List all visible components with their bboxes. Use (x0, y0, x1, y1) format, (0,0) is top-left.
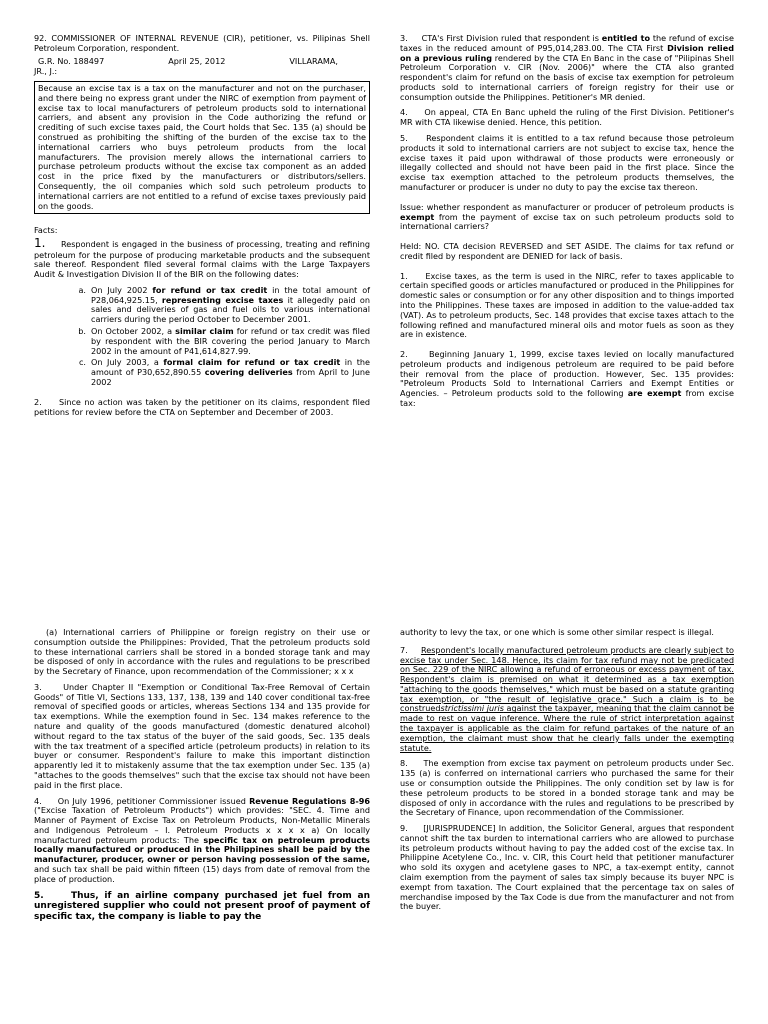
point-5-number: 5. (34, 890, 44, 901)
ruling-3-number: 3. (400, 33, 408, 43)
list-item-label: a. (78, 284, 86, 295)
held-paragraph: Held: NO. CTA decision REVERSED and SET ASIDE. The claims for tax refund or credit filed by respondent are DENIED for lack of basis. (400, 241, 734, 261)
point-9: 9. [JURISPRUDENCE] In addition, the Solicitor General, argues that respondent cannot shift the tax burden to international carriers who are allowed to purchase its petroleum products without having to pay the added cost of the excise tax. In Philippine Acetylene Co., Inc. v. CIR, this Court held that petitioner manufacturer who sold its oxygen and acetylene gases to NPC, a tax-exempt entity, cannot claim exemption from the payment of sales tax simply because its buyer NPC is exempt from taxation. The Court explained that the percentage tax on sales of merchandise imposed by the Tax Code is due from the manufacturer and not from the buyer. (400, 823, 734, 912)
fact-1 (34, 236, 370, 280)
fact-1-text: Respondent is engaged in the business of processing, treating and refining petroleum for the purpose of producing marketable products and the subsequent sale thereof. Respondent filed several formal claims with the Large Taxpayers Audit & Investigation Division II of the BIR on the following dates: (34, 239, 370, 280)
claims-list (34, 286, 370, 388)
point-8-number: 8. (400, 758, 408, 769)
fact-2 (34, 398, 370, 418)
issue-paragraph: Issue: whether respondent as manufacturer or producer of petroleum products is exempt from the payment of excise tax on such petroleum products sold to international carriers? (400, 201, 734, 232)
list-item-label: c. (78, 357, 86, 368)
list-item-text: On July 2002 for refund or tax credit in the total amount of P28,064,925.15, representing excise taxes it allegedly paid on sales and deliveries of gas and fuel oils to various international carriers during the period October to December 2001. (91, 284, 370, 325)
list-item (34, 358, 370, 387)
ruling-4: 4. On appeal, CTA En Banc upheld the ruling of the First Division. Petitioner's MR with CTA likewise denied. Hence, this petition. (400, 107, 734, 128)
page1-left-column (34, 34, 370, 423)
doctrine-summary-box: Because an excise tax is a tax on the manufacturer and not on the purchaser, and there being no express grant under the NIRC of exemption from payment of excise tax to local manufacturers of petroleum products sold to international carriers, and absent any provision in the Code authorizing the refund or crediting of such excise taxes paid, the Court holds that Sec. 135 (a) should be construed as prohibiting the shifting of the burden of the excise tax to the international carriers who buys petroleum products from the local manufacturers. The provision merely allows the international carriers to purchase petroleum products without the excise tax component as an added cost in the price fixed by the manufacturers or distributors/sellers. Consequently, the oil companies which sold such petroleum products to international carriers are not entitled to a refund of excise taxes previously paid on the goods. (34, 81, 370, 214)
page-gap (0, 590, 768, 620)
ruling-5: 5. Respondent claims it is entitled to a tax refund because those petroleum products it sold to international carriers are not subject to excise tax, hence the excise taxes it paid upon withdrawal of those products were erroneously or illegally collected and should not have been paid in the first place. Since the excise tax exemption attached to the petroleum products themselves, the manufacturer or producer is under no duty to pay the excise tax thereon. (400, 133, 734, 192)
point-3: 3. Under Chapter II "Exemption or Conditional Tax-Free Removal of Certain Goods" of Title VI, Sections 133, 137, 138, 139 and 140 cover conditional tax-free removal of specified goods or articles, whereas Sections 134 and 135 provide for tax exemptions. While the exemption found in Sec. 134 makes reference to the nature and quality of the goods manufactured (domestic denatured alcohol) without regard to the tax status of the buyer of the said goods, Sec. 135 deals with the tax treatment of a specified article (petroleum products) in relation to its buyer or consumer. Respondent's failure to make this important distinction apparently led it to mistakenly assume that the tax exemption under Sec. 135 (a) "attaches to the goods themselves" such that the excise tax should not have been paid in the first place. (34, 681, 370, 790)
point-4: 4. On July 1996, petitioner Commissioner issued Revenue Regulations 8-96 ("Excise Taxation of Petroleum Products") which provides: "SEC. 4. Time and Manner of Payment of Excise Tax on Petroleum Products, Non-Metallic Minerals and Indigenous Petroleum – I. Petroleum Products x x x x a) On locally manufactured petroleum products: The specific tax on petroleum products locally manufactured or produced in the Philippines shall be paid by the manufacturer, producer, owner or person having possession of the same, and such tax shall be paid within fifteen (15) days from date of removal from the place of production. (34, 795, 370, 884)
point-5: 5. Thus, if an airline company purchased jet fuel from an unregistered supplier who could not present proof of payment of specific tax, the company is liable to pay the (34, 890, 370, 923)
held-point-2-number: 2. (400, 349, 408, 360)
facts-heading: Facts: (34, 225, 58, 236)
fact-1-number: 1. (34, 236, 46, 251)
continued-text: authority to levy the tax, or one which is some other similar respect is illegal. (400, 627, 714, 637)
list-item-text: On October 2002, a similar claim for refund or tax credit was filed by respondent with the BIR covering the period January to March 2002 in the amount of P41,614,827.99. (91, 326, 370, 356)
list-item-label: b. (78, 326, 86, 337)
page2-right-column (400, 628, 734, 918)
ruling-5-number: 5. (400, 133, 408, 144)
fact-2-number: 2. (34, 396, 42, 407)
point-8: 8. The exemption from excise tax payment on petroleum products under Sec. 135 (a) is conferred on international carriers who purchased the same for their use or consumption outside the Philippines. The only condition set by law is for these petroleum products to be stored in a bonded storage tank and may be disposed of only in accordance with the rules and regulations to be prescribed by the Secretary of Finance, upon recommendation of the Commissioner. (400, 758, 734, 818)
held-point-1: 1. Excise taxes, as the term is used in the NIRC, refer to taxes applicable to certain specified goods or articles manufactured or produced in the Philippines for domestic sales or consumption or for any other disposition and to things imported into the Philippines. These taxes are imposed in addition to the value-added tax (VAT). As to petroleum products, Sec. 148 provides that excise taxes attach to the following refined and manufactured mineral oils and motor fuels as soon as they are in existence. (400, 270, 734, 340)
ruling-3: 3. CTA's First Division ruled that respondent is entitled to the refund of excise taxes in the reduced amount of P95,014,283.00. The CTA First Division relied on a previous ruling rendered by the CTA En Banc in the case of "Pilipinas Shell Petroleum Corporation v. CIR (Nov. 2006)" where the CTA also granted respondent's claim for refund on the basis of excise tax exemption for petroleum products sold to international carriers of foreign registry for their use or consumption outside the Philippines. Petitioner's MR denied. (400, 33, 734, 102)
ponente-suffix: JR., J.: (34, 66, 58, 77)
point-9-number: 9. (400, 823, 408, 834)
list-item (34, 286, 370, 325)
fact-2-text: Since no action was taken by the petitioner on its claims, respondent filed petitions for review before the CTA on September and December of 2003. (34, 396, 370, 417)
exemption-clause-a: (a) International carriers of Philippine or foreign registry on their use or consumption outside the Philippines: Provided, That the petroleum products sold to these international carriers shall be stored in a bonded storage tank and may be disposed of only in accordance with the rules and regulations to be prescribed by the Secretary of Finance, upon recommendation of the Commissioner; x x x (34, 627, 370, 677)
list-item-text: On July 2003, a formal claim for refund or tax credit in the amount of P30,652,890.55 covering deliveries from April to June 2002 (91, 357, 370, 387)
ruling-4-number: 4. (400, 107, 408, 118)
point-4-number: 4. (34, 795, 42, 806)
point-7: 7. Respondent's locally manufactured petroleum products are clearly subject to excise tax under Sec. 148. Hence, its claim for tax refund may not be predicated on Sec. 229 of the NIRC allowing a refund of erroneous or excess payment of tax. Respondent's claim is premised on what it determined as a tax exemption "attaching to the goods themselves," which must be based on a statute granting tax exemption, or "the result of legislative grace." Such a claim is to be construedstrictissimi juris against the taxpayer, meaning that the claim cannot be made to rest on vague inference. Where the rule of strict interpretation against the taxpayer is applicable as the claim for refund partakes of the nature of an exemption, the claimant must show that he clearly falls under the exempting statute. (400, 644, 734, 753)
page2-left-column (34, 628, 370, 929)
page1-right-column (400, 34, 734, 415)
ponente: VILLARAMA, (289, 55, 338, 66)
point-3-number: 3. (34, 681, 42, 692)
case-caption: 92. COMMISSIONER OF INTERNAL REVENUE (CIR), petitioner, vs. Pilipinas Shell Petroleum Corporation, respondent. (34, 33, 370, 53)
decision-date: April 25, 2012 (168, 55, 226, 66)
gr-number: G.R. No. 188497 (38, 55, 105, 66)
case-reference-line (34, 57, 338, 67)
held-point-1-number: 1. (400, 270, 408, 281)
document-page-2 (0, 620, 768, 1024)
held-point-2: 2. Beginning January 1, 1999, excise taxes levied on locally manufactured petroleum products and indigenous petroleum are required to be paid before their removal from the place of production. However, Sec. 135 provides: "Petroleum Products Sold to International Carriers and Exempt Entities or Agencies. – Petroleum products sold to the following are exempt from excise tax: (400, 349, 734, 408)
point-7-number: 7. (400, 644, 408, 655)
list-item (34, 327, 370, 356)
